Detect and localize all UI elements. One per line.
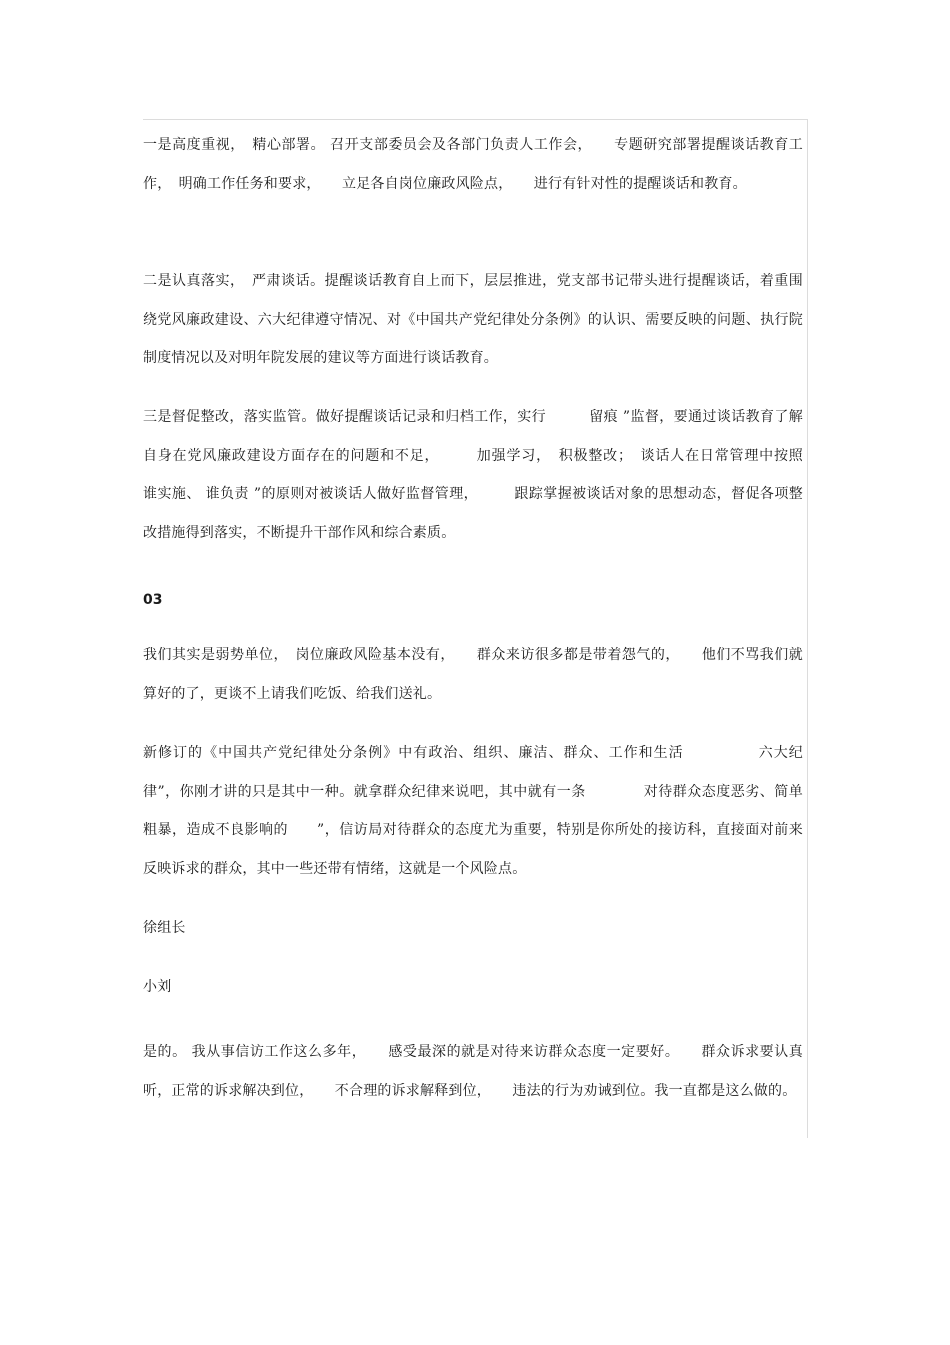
paragraph-petition-work: 是的。 我从事信访工作这么多年， 感受最深的就是对待来访群众态度一定要好。 群众诉求要认真听，正常的诉求解决到位， 不合理的诉求解释到位， 违法的行为劝诫到位。我一直都是这么做的。 (143, 1044, 803, 1099)
paragraph-discipline-regulations: 新修订的《中国共产党纪律处分条例》中有政治、组织、廉洁、群众、工作和生活 六大纪律”，你刚才讲的只是其中一种。就拿群众纪律来说吧，其中就有一条 对待群众态度恶劣、简单粗暴，造成不良影响的 ”，信访局对待群众的态度尤为重要，特别是你所处的接访科，直接面对前来反映诉求的群众，其中一些还带有情绪，这就是一个风险点。 (143, 745, 803, 877)
paragraph-point-three: 三是督促整改，落实监管。做好提醒谈话记录和归档工作，实行 留痕 ”监督，要通过谈话教育了解自身在党风廉政建设方面存在的问题和不足， 加强学习， 积极整改； 谈话人在日常管理中按照 谁实施、 谁负责 ”的原则对被谈话人做好监督管理， 跟踪掌握被谈话对象的思想动态，督促各项整改措施得到落实，不断提升干部作风和综合素质。 (143, 409, 818, 541)
speaker-label-xu: 徐组长 (143, 920, 186, 936)
section-number: 03 (143, 592, 163, 608)
paragraph-point-two: 二是认真落实， 严肃谈话。提醒谈话教育自上而下，层层推进，党支部书记带头进行提醒谈话，着重围绕党风廉政建设、六大纪律遵守情况、对《中国共产党纪律处分条例》的认识、需要反映的问题、执行院制度情况以及对明年院发展的建议等方面进行谈话教育。 (143, 273, 803, 366)
paragraph-weak-unit: 我们其实是弱势单位， 岗位廉政风险基本没有， 群众来访很多都是带着怨气的， 他们不骂我们就算好的了，更谈不上请我们吃饭、给我们送礼。 (143, 647, 803, 702)
paragraph-point-one: 一是高度重视， 精心部署。 召开支部委员会及各部门负责人工作会， 专题研究部署提醒谈话教育工作， 明确工作任务和要求， 立足各自岗位廉政风险点， 进行有针对性的提醒谈话和教育。 (143, 137, 803, 192)
speaker-label-liu: 小刘 (143, 979, 172, 995)
